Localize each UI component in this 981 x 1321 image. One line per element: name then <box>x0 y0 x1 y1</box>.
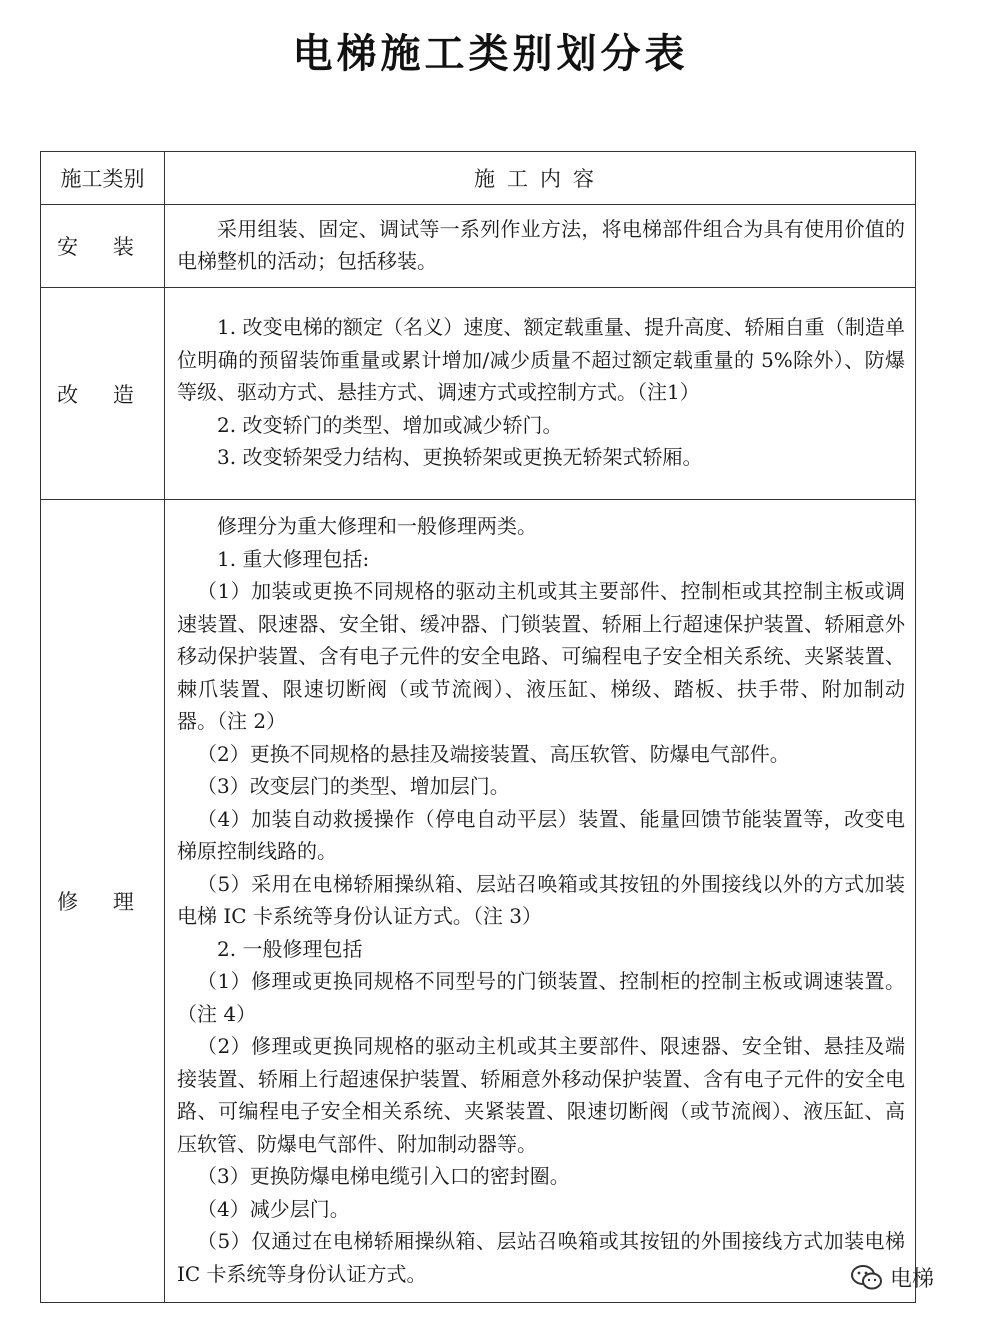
watermark-text: 电梯 <box>890 1267 935 1292</box>
wechat-icon <box>850 1264 884 1292</box>
header-content: 施工内容 <box>165 152 916 205</box>
content-line: 采用组装、固定、调试等一系列作业方法，将电梯部件组合为具有使用价值的电梯整机的活动；包括移装。 <box>177 216 905 273</box>
header-category: 施工类别 <box>41 152 165 205</box>
content-line: （3）更换防爆电梯电缆引入口的密封圈。 <box>197 1164 570 1188</box>
content-line: 1. 改变电梯的额定（名义）速度、额定载重量、提升高度、轿厢自重（制造单位明确的预留装饰重量或累计增加/减少质量不超过额定载重量的 5%除外）、防爆等级、驱动方式、悬挂方式、调速方式或控制方式。（注1） <box>177 315 905 405</box>
table-header-row <box>41 152 916 205</box>
wechat-watermark <box>850 1262 934 1293</box>
construction-category-table <box>40 151 916 1303</box>
content-line: 2. 改变轿门的类型、增加或减少轿门。 <box>217 412 563 437</box>
content-line: （4）加装自动救援操作（停电自动平层）装置、能量回馈节能装置等，改变电梯原控制线路的。 <box>177 806 905 863</box>
content-line: （3）改变层门的类型、增加层门。 <box>197 774 510 798</box>
content-line: 2. 一般修理包括 <box>217 936 363 961</box>
row-renovation <box>41 288 916 500</box>
content-renovation <box>165 288 916 500</box>
content-line: （4）减少层门。 <box>197 1196 350 1221</box>
content-line: （1）修理或更换同规格不同型号的门锁装置、控制柜的控制主板或调速装置。（注 4） <box>177 969 905 1026</box>
category-install: 安 装 <box>41 205 165 288</box>
content-line: （1）加装或更换不同规格的驱动主机或其主要部件、控制柜或其控制主板或调速装置、限速器、安全钳、缓冲器、门锁装置、轿厢上行超速保护装置、轿厢意外移动保护装置、含有电子元件的安全电路、可编程电子安全相关系统、夹紧装置、棘爪装置、限速切断阀（或节流阀）、液压缸、梯级、踏板、扶手带、附加制动器。（注 2） <box>177 579 905 733</box>
page-title: 电梯施工类别划分表 <box>292 31 689 77</box>
content-line: 1. 重大修理包括: <box>217 546 370 571</box>
content-install <box>165 205 916 288</box>
content-line: 3. 改变轿架受力结构、更换轿架或更换无轿架式轿厢。 <box>217 445 703 470</box>
row-install <box>41 205 916 288</box>
content-line: （2）修理或更换同规格的驱动主机或其主要部件、限速器、安全钳、悬挂及端接装置、轿厢上行超速保护装置、轿厢意外移动保护装置、含有电子元件的安全电路、可编程电子安全相关系统、夹紧装置、限速切断阀（或节流阀）、液压缸、高压软管、防爆电气部件、附加制动器等。 <box>177 1034 905 1156</box>
row-repair <box>41 500 916 1303</box>
content-repair <box>165 500 916 1303</box>
content-line: （5）仅通过在电梯轿厢操纵箱、层站召唤箱或其按钮的外围接线方式加装电梯 IC 卡系统等身份认证方式。 <box>177 1229 905 1286</box>
content-line: （5）采用在电梯轿厢操纵箱、层站召唤箱或其按钮的外围接线以外的方式加装电梯 IC 卡系统等身份认证方式。（注 3） <box>177 871 905 928</box>
category-renovation: 改 造 <box>41 288 165 500</box>
category-repair: 修 理 <box>41 500 165 1303</box>
content-line: 修理分为重大修理和一般修理两类。 <box>217 514 537 538</box>
content-line: （2）更换不同规格的悬挂及端接装置、高压软管、防爆电气部件。 <box>197 741 790 766</box>
